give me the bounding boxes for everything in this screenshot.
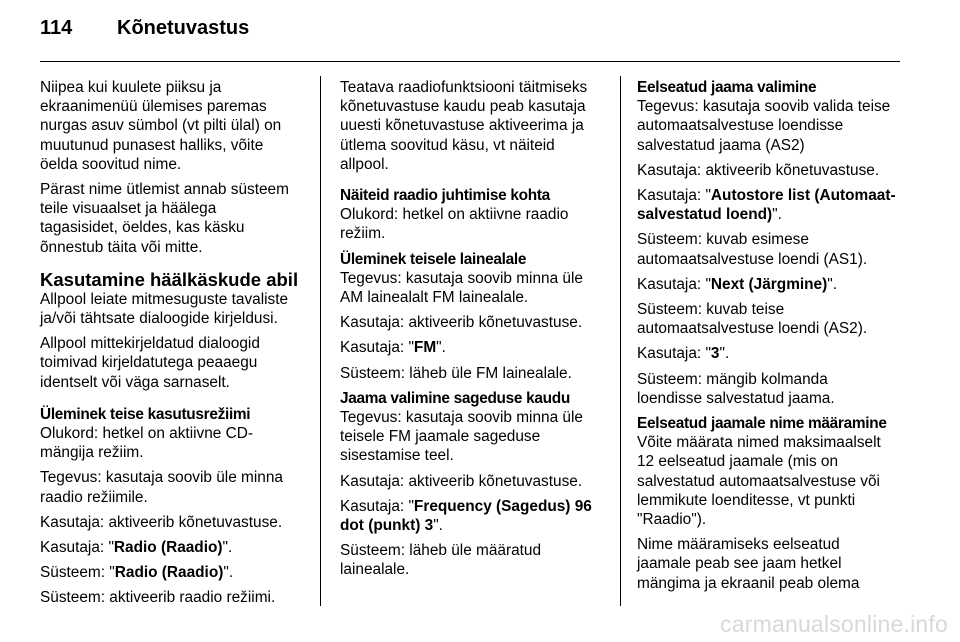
text-run: Kasutaja: ": [637, 275, 711, 293]
paragraph-action: [637, 97, 903, 155]
text-run: ".: [433, 517, 443, 535]
voice-command: Autostore list (Automaat-: [710, 187, 896, 205]
text-line: muutunud punasest halliks, võite: [40, 136, 264, 154]
text-line: Süsteem: kuvab teise: [637, 301, 785, 319]
text-line: lemmikute loenditesse, vt punkti: [637, 491, 856, 509]
paragraph-naming-requirement: [637, 535, 903, 593]
paragraph-user-says: [340, 338, 616, 357]
header-rule: [40, 61, 900, 62]
paragraph-user-says: [637, 275, 903, 294]
subheading-band-switch: Üleminek teisele lainealale: [340, 250, 527, 268]
text-line: Olukord: hetkel on aktiivne raadio: [340, 206, 569, 224]
text-line: Tegevus: kasutaja soovib üle minna: [40, 469, 283, 487]
watermark: carmanualsonline.info: [720, 611, 948, 637]
text-line: Süsteem: mängib kolmanda: [637, 370, 828, 388]
text-run: Süsteem: ": [40, 564, 115, 582]
text-line: režiim.: [340, 225, 386, 243]
text-line: teisele FM jaamale sageduse: [340, 428, 541, 446]
text-run: ".: [222, 539, 233, 557]
paragraph-system-says: [40, 563, 316, 582]
text-line: ekraanimenüü ülemises paremas: [40, 98, 267, 116]
paragraph-system-shows: [637, 230, 903, 268]
text-line: öelda soovitud nime.: [40, 155, 182, 173]
text-line: Tegevus: kasutaja soovib minna üle: [340, 409, 583, 427]
text-line: mängija režiim.: [40, 444, 144, 462]
text-line: automaatsalvestuse loendi (AS1).: [637, 250, 868, 268]
text-run: Kasutaja: ": [340, 497, 414, 515]
text-line: sisestamise teel.: [340, 447, 454, 465]
text-line: salvestatud jaama (AS2): [637, 136, 805, 154]
section-heading-usage: Kasutamine häälkäskude abil: [40, 268, 299, 290]
paragraph-action: [340, 269, 616, 307]
subheading-mode-switch: Üleminek teise kasutusrežiimi: [40, 405, 251, 423]
text-run: ".: [223, 564, 234, 582]
column-2: [340, 78, 616, 586]
paragraph-user-activates: Kasutaja: aktiveerib kõnetuvastuse.: [637, 161, 880, 179]
paragraph-descriptions: [40, 290, 316, 328]
paragraph-action: [340, 408, 616, 466]
text-line: automaatsalvestuse loendisse: [637, 117, 844, 135]
column-divider-2: [620, 76, 621, 606]
heading-text: Eelseatud jaamale nime määramine: [637, 415, 887, 433]
text-line: Pärast nime ütlemist annab süsteem: [40, 181, 289, 199]
text-line: mängima ja ekraanil peab olema: [637, 574, 860, 592]
subheading-examples: Näiteid raadio juhtimise kohta: [340, 187, 550, 205]
paragraph-intro: [340, 78, 616, 174]
paragraph-user-activates: Kasutaja: aktiveerib kõnetuvastuse.: [340, 314, 583, 332]
text-line: uuesti kõnetuvastuse aktiveerima ja: [340, 117, 584, 135]
text-line: raadio režiimile.: [40, 488, 148, 506]
paragraph-system-plays: [637, 370, 903, 408]
voice-command: Radio (Raadio): [113, 539, 223, 557]
text-line: allpool.: [340, 155, 389, 173]
subheading-preset-naming: [637, 414, 903, 433]
text-line: Süsteem: kuvab esimese: [637, 231, 809, 249]
voice-command: FM: [413, 339, 437, 357]
paragraph-system-shows: [637, 300, 903, 338]
paragraph-user-activates: Kasutaja: aktiveerib kõnetuvastuse.: [340, 472, 583, 490]
column-divider-1: [320, 76, 321, 606]
subheading-frequency: Jaama valimine sageduse kaudu: [340, 389, 570, 407]
text-line: automaatsalvestuse loendi (AS2).: [637, 320, 868, 338]
paragraph-system-result: Süsteem: läheb üle FM lainealale.: [340, 364, 572, 382]
text-line: "Raadio").: [637, 511, 707, 529]
text-line: tagasisidet, öeldes, kas käsku: [40, 219, 245, 237]
paragraph-naming-info: [637, 433, 903, 529]
text-run: ".: [436, 339, 446, 357]
voice-command: Frequency (Sagedus) 96: [413, 497, 592, 515]
column-1: [40, 78, 316, 614]
text-line: Allpool leiate mitmesuguste tavaliste: [40, 290, 289, 308]
page-title: Kõnetuvastus: [117, 17, 250, 39]
text-line: Niipea kui kuulete piiksu ja: [40, 79, 222, 96]
page-number: 114: [40, 17, 73, 39]
text-run: Kasutaja: ": [40, 539, 114, 557]
text-line: Süsteem: läheb üle määratud: [340, 542, 542, 560]
text-line: jaamale peab see jaam hetkel: [637, 555, 842, 573]
voice-command: Next (Järgmine): [710, 275, 828, 293]
voice-command: salvestatud loend): [637, 206, 773, 224]
text-run: Kasutaja: ": [637, 345, 711, 363]
text-line: salvestatud automaatsalvestuse või: [637, 472, 880, 490]
paragraph-listen: [40, 78, 316, 174]
text-run: Kasutaja: ": [637, 187, 711, 205]
text-line: ja/või tähtsate dialoogide kirjeldusi.: [40, 310, 278, 328]
text-line: ütlema soovitud käsu, vt näiteid: [340, 136, 555, 154]
text-line: nurgas asuv sümbol (vt pilti ülal) on: [40, 117, 282, 135]
paragraph-user-activates: Kasutaja: aktiveerib kõnetuvastuse.: [40, 513, 283, 531]
paragraph-user-says: [340, 497, 616, 535]
paragraph-user-says: [40, 538, 316, 557]
text-line: Teatava raadiofunktsiooni täitmiseks: [340, 79, 588, 96]
text-run: ".: [772, 206, 782, 224]
paragraph-user-says: [637, 186, 903, 224]
text-line: Nime määramiseks eelseatud: [637, 536, 840, 554]
text-run: ".: [719, 345, 730, 363]
paragraph-system-activates: Süsteem: aktiveerib raadio režiimi.: [40, 589, 276, 607]
paragraph-user-says: [637, 344, 903, 363]
voice-command: 3: [710, 345, 720, 363]
paragraph-feedback: [40, 180, 316, 257]
voice-command: dot (punkt) 3: [340, 517, 434, 535]
subheading-preset-select: Eelseatud jaama valimine: [637, 79, 817, 96]
text-run: ".: [827, 275, 837, 293]
text-line: lainealale.: [340, 561, 410, 579]
column-3: [637, 78, 903, 599]
text-line: AM lainealalt FM lainealale.: [340, 289, 529, 307]
paragraph-situation: [40, 424, 316, 462]
text-line: loendisse salvestatud jaama.: [637, 389, 835, 407]
paragraph-system-result: [340, 541, 616, 579]
text-run: Kasutaja: ": [340, 339, 414, 357]
text-line: kõnetuvastuse kaudu peab kasutaja: [340, 98, 586, 116]
text-line: Tegevus: kasutaja soovib minna üle: [340, 269, 583, 287]
paragraph-similar: [40, 334, 316, 392]
voice-command: Radio (Raadio): [114, 564, 224, 582]
text-line: toimivad kirjeldatutega peaaegu: [40, 354, 258, 372]
text-line: Võite määrata nimed maksimaalselt: [637, 434, 881, 452]
paragraph-situation: [340, 205, 616, 243]
text-line: Olukord: hetkel on aktiivne CD-: [40, 425, 253, 443]
text-line: õnnestub täita või mitte.: [40, 238, 203, 256]
text-line: identselt või väga sarnaselt.: [40, 373, 230, 391]
paragraph-action: [40, 468, 316, 506]
text-line: Tegevus: kasutaja soovib valida teise: [637, 98, 891, 116]
text-line: 12 eelseatud jaamale (mis on: [637, 453, 839, 471]
text-line: Allpool mittekirjeldatud dialoogid: [40, 335, 260, 353]
text-line: teile visuaalset ja häälega: [40, 200, 217, 218]
